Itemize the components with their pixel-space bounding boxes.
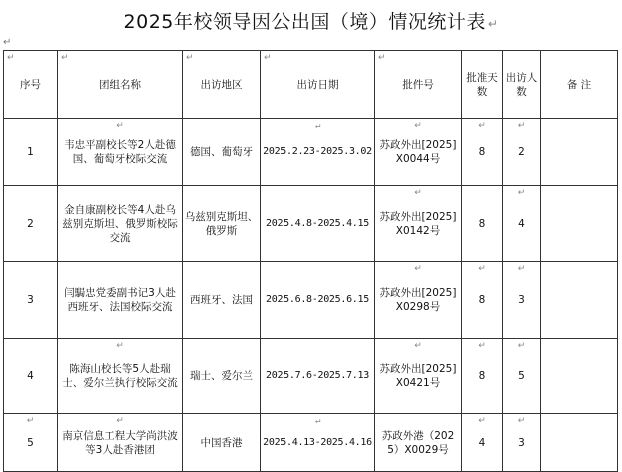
table-row <box>4 339 618 414</box>
cell-text: 中国香港 <box>200 436 243 449</box>
cell-text: 德国、葡萄牙 <box>190 146 253 158</box>
paragraph-mark-icon: ↵ <box>186 53 194 63</box>
cell-no <box>4 262 58 339</box>
cell-region <box>183 414 261 472</box>
cell-text: 3 <box>27 294 34 306</box>
cell-text: 8 <box>478 217 486 230</box>
header-cell-region <box>183 51 261 119</box>
cell-team <box>58 339 183 414</box>
cell-text: 西班牙、法国 <box>190 294 253 306</box>
cell-text: 瑞士、爱尔兰 <box>190 370 253 382</box>
cell-date <box>261 339 375 414</box>
cell-text: 2025.4.13-2025.4.16 <box>263 436 372 448</box>
cell-text: 苏政外出[2025]X0044号 <box>379 139 457 165</box>
cell-date <box>261 414 375 472</box>
table-row <box>4 414 618 472</box>
cell-no <box>4 119 58 186</box>
cell-people <box>503 186 541 262</box>
cell-days <box>462 119 503 186</box>
cell-date <box>261 186 375 262</box>
paragraph-mark-icon: ↵ <box>414 121 422 131</box>
cell-people <box>503 119 541 186</box>
table-row <box>4 119 618 186</box>
cell-remarks <box>541 414 618 472</box>
header-label: 序号 <box>20 78 41 91</box>
cell-approval <box>375 339 462 414</box>
paragraph-mark-icon: ↵ <box>517 121 526 131</box>
cell-text: 2025.4.8-2025.4.15 <box>266 217 369 229</box>
cell-text: 陈海山校长等5人赴瑞士、爱尔兰执行校际交流 <box>62 363 178 389</box>
paragraph-mark-icon: ↵ <box>116 341 124 351</box>
title-text: 2025年校领导因公出国（境）情况统计表 <box>123 11 486 33</box>
header-label: 出访人数 <box>505 71 538 98</box>
header-row <box>4 51 618 119</box>
table-row <box>4 186 618 262</box>
cell-text: 2025.2.23-2025.3.02 <box>263 146 372 157</box>
paragraph-mark-icon: ↵ <box>264 53 272 63</box>
header-cell-people <box>503 51 541 119</box>
cell-text: 闫駶忠党委副书记3人赴西班牙、法国校际交流 <box>64 287 176 313</box>
cell-region <box>183 262 261 339</box>
cell-text: 4 <box>478 436 486 449</box>
cell-text: 苏政外出[2025]X0421号 <box>379 363 457 389</box>
header-label: 出访日期 <box>296 78 339 91</box>
paragraph-mark-icon: ↵ <box>116 416 124 426</box>
cell-approval <box>375 186 462 262</box>
paragraph-mark-icon: ↵ <box>487 17 499 31</box>
paragraph-mark-icon: ↵ <box>378 53 386 63</box>
cell-text: 乌兹别克斯坦、俄罗斯 <box>184 210 259 237</box>
cell-text: 1 <box>27 146 34 158</box>
cell-approval <box>375 262 462 339</box>
cell-days <box>462 339 503 414</box>
paragraph-mark-icon: ↵ <box>314 416 321 426</box>
cell-no <box>4 339 58 414</box>
header-cell-no <box>4 51 58 119</box>
paragraph-mark-icon: ↵ <box>517 416 526 426</box>
cell-date <box>261 262 375 339</box>
cell-people <box>503 339 541 414</box>
cell-text: 8 <box>478 146 486 158</box>
header-label: 批件号 <box>402 78 434 91</box>
cell-text: 4 <box>27 370 34 382</box>
cell-no <box>4 414 58 472</box>
paragraph-mark-icon: ↵ <box>517 341 526 351</box>
cell-days <box>462 262 503 339</box>
cell-region <box>183 339 261 414</box>
header-label: 批准天数 <box>466 71 498 98</box>
paragraph-mark-icon: ↵ <box>478 416 486 426</box>
paragraph-mark-icon: ↵ <box>478 341 486 351</box>
paragraph-mark-icon: ↵ <box>414 264 422 274</box>
paragraph-mark-icon: ↵ <box>517 264 526 274</box>
paragraph-mark-icon: ↵ <box>26 416 35 426</box>
cell-no <box>4 186 58 262</box>
header-cell-team <box>58 51 183 119</box>
cell-days <box>462 186 503 262</box>
cell-text: 3 <box>518 294 525 306</box>
header-label: 备 注 <box>566 78 592 91</box>
header-cell-approval <box>375 51 462 119</box>
cell-region <box>183 186 261 262</box>
cell-text: 3 <box>518 436 525 449</box>
paragraph-mark-icon: ↵ <box>414 341 422 351</box>
cell-team <box>58 262 183 339</box>
cell-text: 韦忠平副校长等2人赴德国、葡萄牙校际交流 <box>64 139 176 165</box>
paragraph-mark-icon: ↵ <box>478 121 486 131</box>
header-cell-days <box>462 51 503 119</box>
paragraph-mark-icon: ↵ <box>414 188 422 198</box>
cell-text: 2 <box>518 146 525 158</box>
cell-team <box>58 186 183 262</box>
table-row <box>4 262 618 339</box>
cell-approval <box>375 414 462 472</box>
cell-remarks <box>541 186 618 262</box>
cell-text: 2025.6.8-2025.6.15 <box>266 294 369 305</box>
paragraph-mark-icon: ↵ <box>314 121 321 131</box>
header-cell-remarks <box>541 51 618 119</box>
cell-text: 8 <box>478 294 486 306</box>
cell-remarks <box>541 119 618 186</box>
paragraph-mark-icon: ↵ <box>61 53 69 63</box>
header-label: 团组名称 <box>99 78 141 91</box>
header-label: 出访地区 <box>200 78 243 91</box>
cell-people <box>503 414 541 472</box>
cell-text: 苏政外出[2025]X0298号 <box>379 287 457 313</box>
cell-date <box>261 119 375 186</box>
cell-text: 金自康副校长等4人赴乌兹别克斯坦、俄罗斯校际交流 <box>62 203 178 244</box>
cell-remarks <box>541 262 618 339</box>
cell-people <box>503 262 541 339</box>
paragraph-mark-icon: ↵ <box>478 264 486 274</box>
cell-text: 2025.7.6-2025.7.13 <box>266 370 369 381</box>
statistics-table <box>3 50 618 472</box>
cell-region <box>183 119 261 186</box>
paragraph-mark-icon: ↵ <box>517 188 526 198</box>
cell-text: 8 <box>478 370 486 382</box>
cell-days <box>462 414 503 472</box>
cell-remarks <box>541 339 618 414</box>
paragraph-mark-icon: ↵ <box>3 37 12 48</box>
cell-text: 苏政外港（2025）X0029号 <box>381 429 455 456</box>
cell-text: 2 <box>27 217 34 230</box>
paragraph-mark-icon: ↵ <box>7 53 15 63</box>
document-title <box>0 8 622 38</box>
cell-team <box>58 119 183 186</box>
cell-team <box>58 414 183 472</box>
cell-approval <box>375 119 462 186</box>
paragraph-mark-icon: ↵ <box>116 121 124 131</box>
cell-text: 4 <box>518 217 525 230</box>
cell-text: 5 <box>518 370 525 382</box>
cell-text: 5 <box>27 436 34 449</box>
cell-text: 苏政外出[2025]X0142号 <box>379 210 457 237</box>
cell-text: 南京信息工程大学尚洪波等3人赴香港团 <box>62 429 178 456</box>
header-cell-date <box>261 51 375 119</box>
